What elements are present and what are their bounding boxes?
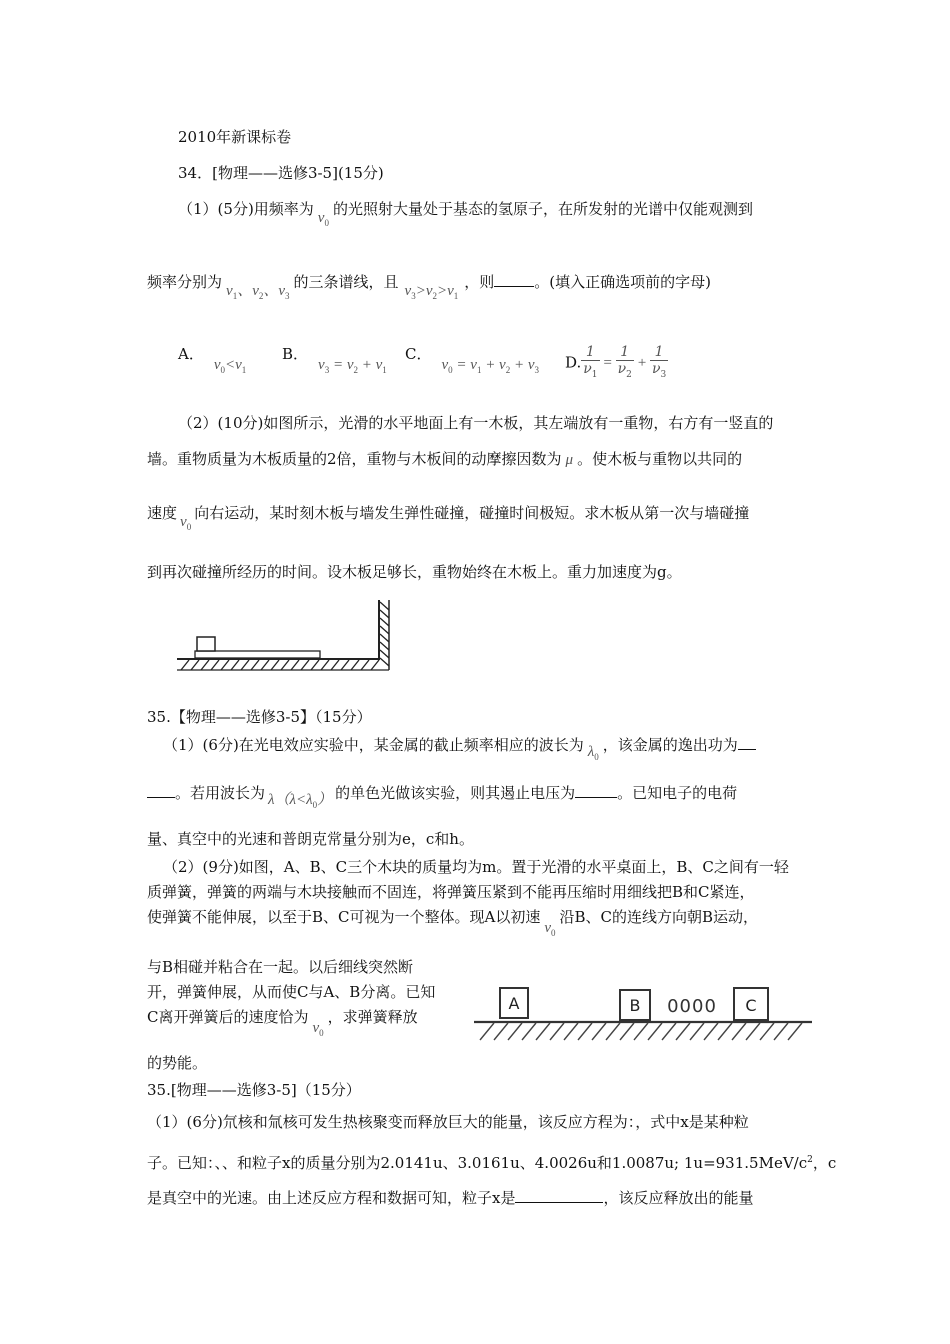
q35a-line-7: 与B相碰并粘合在一起。以后细线突然断 <box>147 958 414 976</box>
q35a-line-5: 质弹簧，弹簧的两端与木块接触而不固连，将弹簧压紧到不能再压缩时用细线把B和C紧连， <box>147 883 755 901</box>
q35a-line-6a: 使弹簧不能伸展，以至于B、C可视为一个整体。现A以初速 <box>147 908 541 926</box>
option-d-label: D. <box>565 353 582 372</box>
q35b-line-3 <box>147 1188 753 1208</box>
frac-1-nu1: $\frac{1}{\nu_1}$ <box>583 344 598 380</box>
q35a-line-9b: ，求弹簧释放 <box>327 1008 418 1026</box>
q34-line-2d: 。(填入正确选项前的字母) <box>534 273 712 291</box>
block-c <box>734 988 768 1020</box>
nu0-symbol: $\nu_0$ <box>317 210 329 228</box>
q35a-line-1 <box>163 735 756 761</box>
q35b-line-3b: ，该反应释放出的能量 <box>603 1189 754 1207</box>
spring-coils: 0000 <box>667 996 717 1017</box>
mu-symbol: μ <box>565 452 574 468</box>
block-c-label: C <box>745 996 757 1015</box>
lambda-condition: $\lambda(\lambda<\lambda_0)$ <box>268 792 333 810</box>
q35a-line-6 <box>147 907 759 938</box>
lambda0-symbol: $\lambda_0$ <box>587 744 599 762</box>
q35a-line-6b: 沿B、C的连线方向朝B运动， <box>559 908 759 926</box>
particle-x-blank <box>515 1188 603 1203</box>
q34-line-1 <box>178 199 753 228</box>
option-d: D. $\frac{1}{\nu_1}$ = $\frac{1}{\nu_2}$ + $\frac{1}{\nu_3}$ <box>565 344 668 383</box>
v0-symbol-3: $v_0$ <box>312 1020 324 1038</box>
q35a-line-8: 开，弹簧伸展，从而使C与A、B分离。已知 <box>147 983 436 1001</box>
work-function-blank-1 <box>738 735 756 750</box>
q35a-line-1a: （1）(6分)在光电效应实验中，某金属的截止频率相应的波长为 <box>163 736 584 754</box>
nu-123-symbols: $\nu_1$、$\nu_2$、$\nu_3$ <box>226 283 290 301</box>
q35b-line-2-sup: 2 <box>807 1155 813 1165</box>
q35a-line-2c: 。已知电子的电荷 <box>617 784 738 802</box>
q34-part2-line-2b: 。使木板与重物以共同的 <box>577 450 743 468</box>
blocks-spring-figure <box>472 976 817 1046</box>
block-b-label: B <box>629 996 641 1015</box>
block-b <box>620 990 650 1020</box>
q34-line-2 <box>147 272 712 301</box>
q35b-line-1: （1）(6分)氘核和氚核可发生热核聚变而释放巨大的能量，该反应方程为：，式中x是某种粒 <box>147 1113 749 1131</box>
option-c <box>405 344 539 375</box>
stopping-voltage-blank <box>575 783 617 798</box>
page-header: 2010年新课标卷 <box>178 128 292 146</box>
q34-line-1a: （1）(5分)用频率为 <box>178 200 314 218</box>
q35a-line-10: 的势能。 <box>147 1054 208 1072</box>
q35a-title: 35.【物理——选修3-5】（15分） <box>147 708 372 726</box>
q35b-title: 35.[物理——选修3-5]（15分） <box>147 1081 361 1099</box>
q35b-line-2 <box>147 1150 836 1173</box>
q34-part2-line-3b: 向右运动，某时刻木板与墙发生弹性碰撞，碰撞时间极短。求木板从第一次与墙碰撞 <box>194 504 750 522</box>
v0-symbol: $v_0$ <box>180 514 192 532</box>
q34-part2-line-1: （2）(10分)如图所示，光滑的水平地面上有一木板，其左端放有一重物，右方有一竖直的 <box>178 414 774 432</box>
q35a-line-4: （2）(9分)如图，A、B、C三个木块的质量均为m。置于光滑的水平桌面上，B、C之间有一轻 <box>163 858 789 876</box>
work-function-blank-2 <box>147 783 175 798</box>
q34-line-1b: 的光照射大量处于基态的氢原子，在所发射的光谱中仅能观测到 <box>332 200 753 218</box>
option-b <box>282 344 387 375</box>
q34-part2-line-2 <box>147 449 742 470</box>
q34-part2-line-3a: 速度 <box>147 504 178 522</box>
q34-part2-line-4: 到再次碰撞所经历的时间。设木板足够长，重物始终在木板上。重力加速度为g。 <box>147 563 682 581</box>
option-b-label: B． <box>282 345 309 363</box>
v0-symbol-2: $v_0$ <box>544 920 556 938</box>
option-c-formula: $\nu_0 = \nu_1 + \nu_2 + \nu_3$ <box>441 357 539 375</box>
frac-1-nu3: $\frac{1}{\nu_3}$ <box>652 344 667 380</box>
q34-part2-line-2a: 墙。重物质量为木板质量的2倍，重物与木板间的动摩擦因数为 <box>147 450 562 468</box>
q34-line-2a: 频率分别为 <box>147 273 223 291</box>
block-a <box>500 988 528 1018</box>
q35a-line-1b: ，该金属的逸出功为 <box>602 736 738 754</box>
option-a-formula: $\nu_0<\nu_1$ <box>213 357 247 375</box>
q34-title: 34．[物理——选修3-5](15分) <box>178 164 384 182</box>
q35b-line-2a: 子。已知：、、和粒子x的质量分别为2.0141u、3.0161u、4.0026u和1.0087u; 1u=931.5MeV/c <box>147 1154 808 1172</box>
q34-line-2c: ，则 <box>464 273 495 291</box>
block-a-label: A <box>508 994 520 1013</box>
option-a-label: A． <box>178 345 204 363</box>
frac-1-nu2: $\frac{1}{\nu_2}$ <box>617 344 632 380</box>
q35b-line-2b: ，c <box>812 1154 837 1172</box>
q35a-line-2 <box>147 783 737 809</box>
q35a-line-9 <box>147 1007 418 1038</box>
q35a-line-3: 量、真空中的光速和普朗克常量分别为e，c和h。 <box>147 830 474 848</box>
answer-blank <box>494 272 534 287</box>
q35a-line-2a: 。若用波长为 <box>175 784 266 802</box>
option-c-label: C． <box>405 345 432 363</box>
q34-line-2b: 的三条谱线，且 <box>293 273 399 291</box>
q35a-line-2b: 的单色光做该实验，则其遏止电压为 <box>335 784 576 802</box>
q35b-line-3a: 是真空中的光速。由上述反应方程和数据可知，粒子x是 <box>147 1189 516 1207</box>
nu-inequality: $\nu_3>\nu_2>\nu_1$ <box>404 283 459 301</box>
option-b-formula: $\nu_3 = \nu_2 + \nu_1$ <box>318 357 387 375</box>
option-a <box>178 344 247 375</box>
q35a-line-9a: C离开弹簧后的速度恰为 <box>147 1008 309 1026</box>
q34-part2-line-3 <box>147 503 750 532</box>
board-wall-figure <box>175 596 400 676</box>
